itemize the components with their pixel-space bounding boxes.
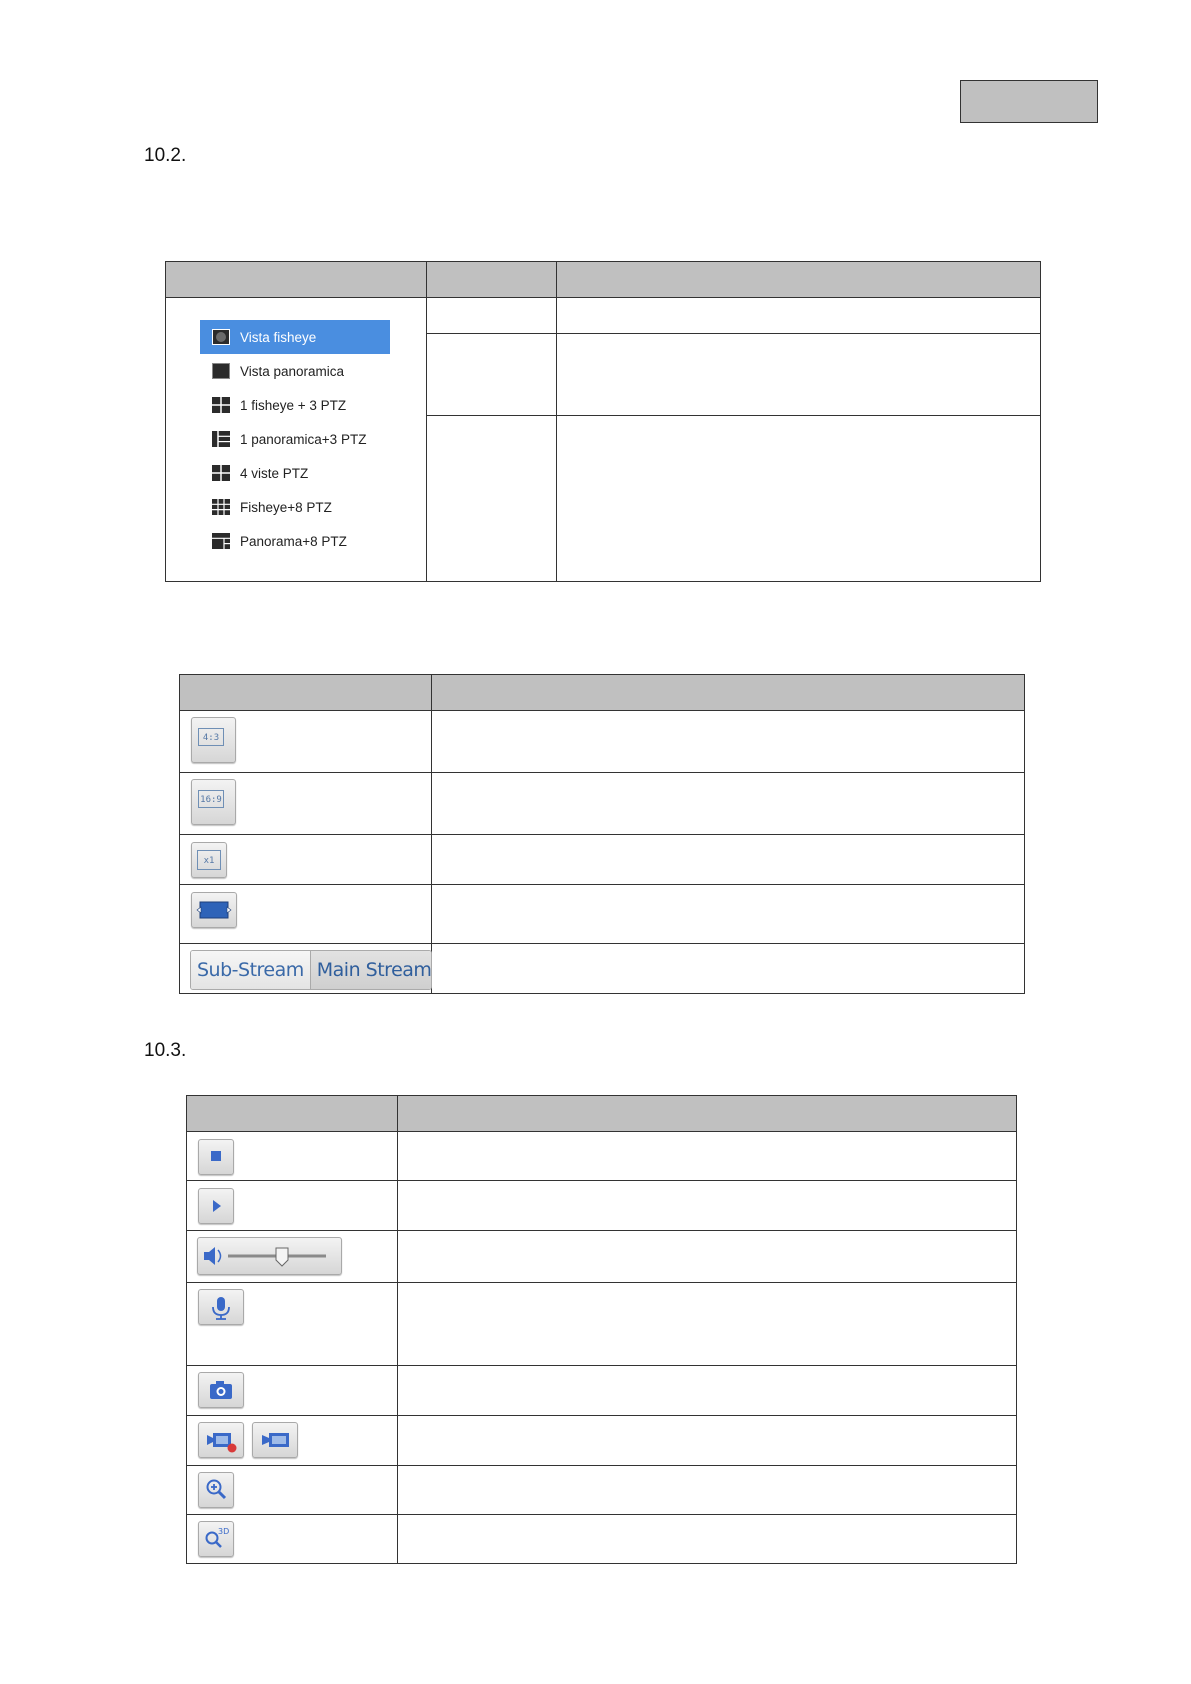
- microphone-icon: [199, 1290, 243, 1324]
- table-cell: [398, 1283, 1017, 1366]
- display-controls-table: [179, 674, 1025, 994]
- stop-icon: [199, 1140, 233, 1174]
- table-cell: [432, 773, 1025, 835]
- table-cell: [427, 416, 557, 582]
- stream-switch: [190, 950, 432, 990]
- aspect-16-9-button[interactable]: [191, 779, 236, 825]
- header-cell: [187, 1096, 398, 1132]
- view-mode-label: Panorama+8 PTZ: [240, 533, 347, 549]
- view-mode-item-panorama-8ptz[interactable]: [200, 524, 390, 558]
- view-mode-label: 1 fisheye + 3 PTZ: [240, 397, 347, 413]
- table-cell: [187, 1181, 398, 1231]
- play-icon: [199, 1189, 233, 1223]
- header-cell: [180, 675, 432, 711]
- fullscreen-icon: [192, 893, 236, 927]
- header-cell: [557, 262, 1041, 298]
- volume-slider-thumb[interactable]: [198, 1238, 341, 1274]
- aspect-4-3-icon: 4:3: [198, 728, 224, 746]
- header-cell: [432, 675, 1025, 711]
- table-row: [166, 298, 1041, 334]
- zoom-in-icon: [199, 1473, 233, 1507]
- digital-zoom-button[interactable]: [198, 1472, 234, 1508]
- table-cell: [432, 885, 1025, 944]
- aspect-16-9-icon: 16:9: [198, 790, 224, 808]
- view-list-cell: [166, 298, 427, 582]
- table-cell: [187, 1416, 398, 1466]
- sub-stream-button[interactable]: Sub-Stream: [191, 951, 310, 989]
- view-mode-label: Fisheye+8 PTZ: [240, 499, 332, 515]
- table-cell: [432, 711, 1025, 773]
- stop-button[interactable]: [198, 1139, 234, 1175]
- table-row: [180, 711, 1025, 773]
- view-mode-item-4ptz[interactable]: [200, 456, 390, 490]
- table-cell: [180, 711, 432, 773]
- table-row: [180, 773, 1025, 835]
- table-cell: [180, 773, 432, 835]
- table-cell: [557, 334, 1041, 416]
- table-row: [187, 1416, 1017, 1466]
- table-cell: [398, 1132, 1017, 1181]
- table-cell: [557, 298, 1041, 334]
- table-cell: [180, 944, 432, 994]
- view-mode-item-fisheye-8ptz[interactable]: [200, 490, 390, 524]
- view-mode-label: Vista fisheye: [240, 329, 317, 345]
- grid-3x3-icon: [212, 499, 230, 515]
- table-cell: [398, 1181, 1017, 1231]
- table-header-row: [180, 675, 1025, 711]
- table-row: [180, 944, 1025, 994]
- table-row: [187, 1132, 1017, 1181]
- header-cell: [427, 262, 557, 298]
- view-mode-label: 4 viste PTZ: [240, 465, 309, 481]
- view-mode-item-panorama[interactable]: [200, 354, 390, 388]
- table-cell: [180, 835, 432, 885]
- table-cell: [187, 1515, 398, 1564]
- table-cell: [398, 1366, 1017, 1416]
- table-row: [180, 835, 1025, 885]
- table-row: [187, 1515, 1017, 1564]
- table-cell: [427, 334, 557, 416]
- section-heading-10-2: 10.2.: [144, 145, 187, 166]
- section-heading-10-3: 10.3.: [144, 1040, 187, 1061]
- camera-icon: [199, 1373, 243, 1407]
- table-cell: [557, 416, 1041, 582]
- view-mode-item-panorama-3ptz[interactable]: [200, 422, 390, 456]
- table-cell: [398, 1466, 1017, 1515]
- panorama-plus-3-icon: [212, 431, 230, 447]
- view-mode-table: [165, 261, 1041, 582]
- view-mode-list: [200, 320, 390, 558]
- table-cell: [427, 298, 557, 334]
- table-cell: [187, 1132, 398, 1181]
- original-size-button[interactable]: [191, 842, 227, 878]
- table-cell: [187, 1283, 398, 1366]
- table-header-row: [166, 262, 1041, 298]
- original-size-icon: x1: [197, 850, 221, 870]
- svg-text:3D: 3D: [218, 1527, 230, 1536]
- table-row: [180, 885, 1025, 944]
- playback-controls-table: [186, 1095, 1017, 1564]
- snapshot-button[interactable]: [198, 1372, 244, 1408]
- header-cell: [398, 1096, 1017, 1132]
- table-row: [187, 1366, 1017, 1416]
- grid-2x2-icon: [212, 397, 230, 413]
- table-row: [187, 1283, 1017, 1366]
- table-cell: [398, 1416, 1017, 1466]
- table-cell: [398, 1515, 1017, 1564]
- play-button[interactable]: [198, 1188, 234, 1224]
- table-row: [187, 1231, 1017, 1283]
- table-cell: [398, 1231, 1017, 1283]
- record-stop-button[interactable]: [252, 1422, 298, 1458]
- fullscreen-button[interactable]: [191, 892, 237, 928]
- panorama-plus-8-icon: [212, 533, 230, 549]
- panorama-view-icon: [212, 363, 230, 379]
- page-number-box: [960, 80, 1098, 123]
- header-cell: [166, 262, 427, 298]
- table-cell: [187, 1366, 398, 1416]
- view-mode-item-fisheye[interactable]: [200, 320, 390, 354]
- table-row: [187, 1466, 1017, 1515]
- table-cell: [180, 885, 432, 944]
- zoom-3d-icon: [199, 1522, 233, 1556]
- view-mode-item-fisheye-3ptz[interactable]: [200, 388, 390, 422]
- table-row: [187, 1181, 1017, 1231]
- view-mode-label: Vista panoramica: [240, 363, 345, 379]
- table-cell: [432, 944, 1025, 994]
- table-cell: [187, 1466, 398, 1515]
- 3d-zoom-button[interactable]: [198, 1521, 234, 1557]
- microphone-button[interactable]: [198, 1289, 244, 1325]
- record-video-icon: [199, 1423, 243, 1457]
- volume-control[interactable]: [197, 1237, 342, 1275]
- main-stream-button[interactable]: Main Stream: [310, 951, 432, 989]
- record-start-button[interactable]: [198, 1422, 244, 1458]
- grid-4-icon: [212, 465, 230, 481]
- table-cell: [187, 1231, 398, 1283]
- view-mode-label: 1 panoramica+3 PTZ: [240, 431, 367, 447]
- video-camera-icon: [253, 1423, 297, 1457]
- table-cell: [432, 835, 1025, 885]
- table-header-row: [187, 1096, 1017, 1132]
- fisheye-view-icon: [212, 329, 230, 345]
- aspect-4-3-button[interactable]: [191, 717, 236, 763]
